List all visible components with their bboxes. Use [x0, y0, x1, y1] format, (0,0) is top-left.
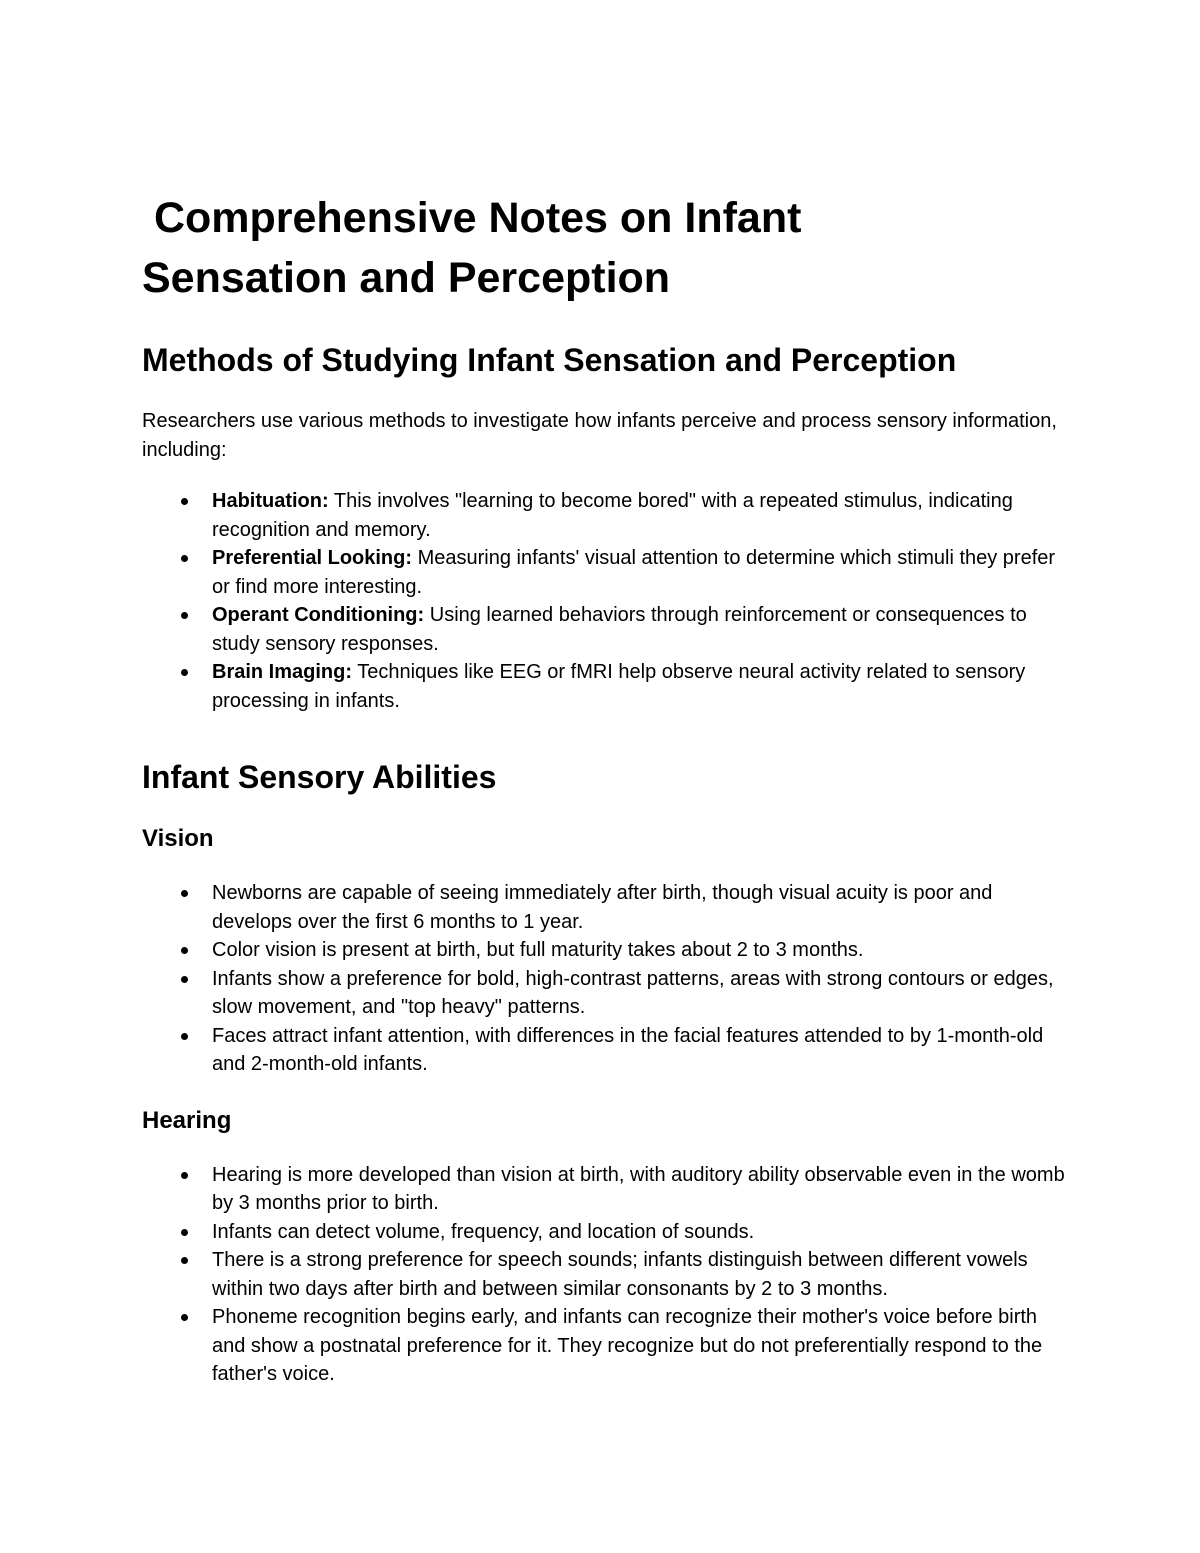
bullet-icon	[181, 1033, 188, 1040]
hearing-list	[142, 1161, 1072, 1389]
list-item-text: Phoneme recognition begins early, and infants can recognize their mother's voice before birth and show a postnatal preference for it. They recognize but do not preferentially respond to the father's voice.	[212, 1306, 1043, 1385]
bullet-icon	[181, 555, 188, 562]
list-item-text: Infants show a preference for bold, high-contrast patterns, areas with strong contours or edges, slow movement, and "top heavy" patterns.	[212, 967, 1054, 1018]
bullet-icon	[181, 1314, 188, 1321]
list-item-text: Using learned behaviors through reinforcement or consequences to study sensory responses.	[212, 604, 1027, 655]
methods-list	[142, 487, 1072, 715]
list-item-term: Preferential Looking:	[212, 547, 413, 569]
list-item-term: Brain Imaging:	[212, 661, 353, 683]
list-item-term: Operant Conditioning:	[212, 604, 425, 626]
abilities-heading: Infant Sensory Abilities	[142, 759, 497, 795]
bullet-icon	[181, 1257, 188, 1264]
list-item	[142, 544, 1072, 601]
list-item-text: Infants can detect volume, frequency, and location of sounds.	[212, 1220, 755, 1243]
list-item	[142, 658, 1072, 715]
methods-heading: Methods of Studying Infant Sensation and Perception	[142, 342, 957, 378]
list-item-text: Color vision is present at birth, but full maturity takes about 2 to 3 months.	[212, 939, 864, 961]
bullet-icon	[181, 947, 188, 954]
list-item-text: This involves "learning to become bored" with a repeated stimulus, indicating recognition and memory.	[212, 490, 1013, 541]
bullet-icon	[181, 1172, 188, 1179]
methods-intro: Researchers use various methods to investigate how infants perceive and process sensory information, including:	[142, 410, 1057, 461]
list-item	[142, 879, 1072, 936]
list-item-text: Hearing is more developed than vision at birth, with auditory ability observable even in the womb by 3 months prior to birth.	[212, 1163, 1065, 1214]
bullet-icon	[181, 612, 188, 619]
bullet-icon	[181, 890, 188, 897]
bullet-icon	[181, 1229, 188, 1236]
list-item-text: Newborns are capable of seeing immediately after birth, though visual acuity is poor and develops over the first 6 months to 1 year.	[212, 882, 993, 933]
list-item	[142, 936, 1072, 965]
list-item-text: Measuring infants' visual attention to determine which stimuli they prefer or find more interesting.	[212, 547, 1056, 598]
list-item	[142, 1218, 1072, 1247]
bullet-icon	[181, 976, 188, 983]
vision-list	[142, 879, 1072, 1079]
list-item	[142, 601, 1072, 658]
list-item-text: Techniques like EEG or fMRI help observe neural activity related to sensory processing in infants.	[212, 661, 1026, 712]
document-page	[142, 188, 1072, 1389]
list-item-term: Habituation:	[212, 490, 329, 512]
list-item-text: Faces attract infant attention, with differences in the facial features attended to by 1-month-old and 2-month-old infants.	[212, 1024, 1044, 1075]
bullet-icon	[181, 669, 188, 676]
list-item	[142, 1303, 1072, 1389]
list-item	[142, 1161, 1072, 1218]
list-item-text: There is a strong preference for speech sounds; infants distinguish between different vowels within two days after birth and between similar consonants by 2 to 3 months.	[212, 1249, 1028, 1300]
vision-heading: Vision	[142, 825, 214, 852]
list-item	[142, 965, 1072, 1022]
document-title: Comprehensive Notes on Infant Sensation and Perception	[142, 194, 802, 302]
list-item	[142, 1246, 1072, 1303]
list-item	[142, 1022, 1072, 1079]
hearing-heading: Hearing	[142, 1106, 232, 1134]
bullet-icon	[181, 498, 188, 505]
list-item	[142, 487, 1072, 544]
